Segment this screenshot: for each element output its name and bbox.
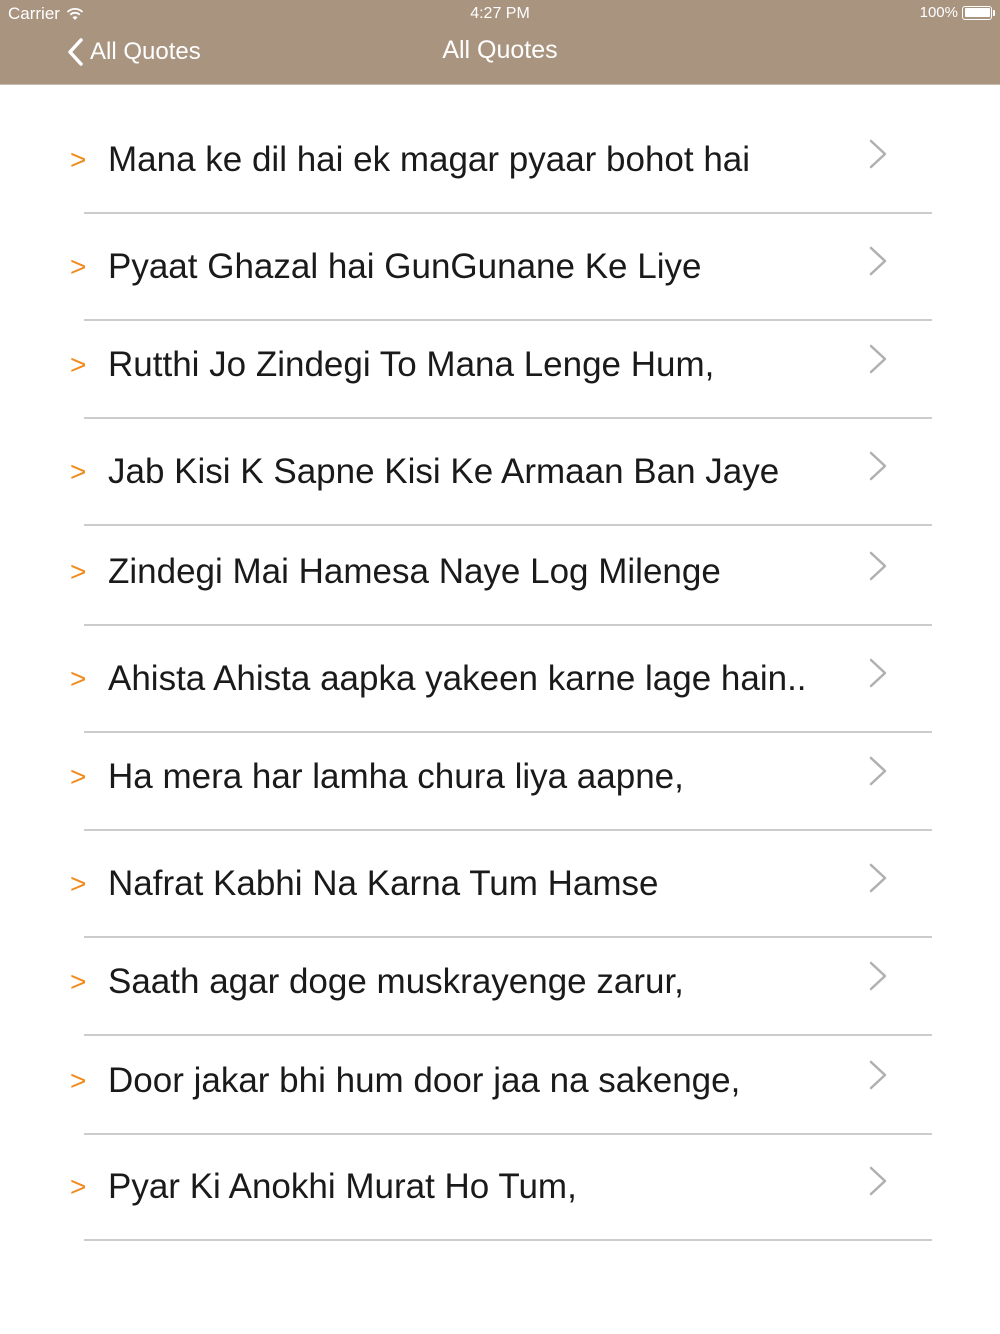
chevron-right-icon	[866, 754, 890, 788]
chevron-right-icon	[866, 1164, 890, 1198]
list-item[interactable]	[0, 1028, 1000, 1134]
chevron-right-icon	[866, 959, 890, 993]
list-item[interactable]	[0, 1134, 1000, 1240]
chevron-right-icon	[866, 656, 890, 690]
list-item-marker: >	[70, 251, 87, 282]
list-item-marker: >	[70, 966, 87, 997]
list-item-label: Pyar Ki Anokhi Murat Ho Tum,	[108, 1167, 577, 1206]
chevron-right-icon	[866, 549, 890, 583]
list-item-marker: >	[70, 1065, 87, 1096]
list-item-marker: >	[70, 456, 87, 487]
row-divider	[84, 1239, 932, 1241]
list-item-marker: >	[70, 144, 87, 175]
page-title: All Quotes	[442, 36, 558, 64]
status-time: 4:27 PM	[470, 5, 530, 22]
carrier-label: Carrier	[8, 4, 60, 23]
list-item-label: Saath agar doge muskrayenge zarur,	[108, 962, 684, 1001]
list-item-label: Jab Kisi K Sapne Kisi Ke Armaan Ban Jaye	[108, 452, 780, 491]
list-item[interactable]	[0, 107, 1000, 213]
list-item-label: Mana ke dil hai ek magar pyaar bohot hai	[108, 140, 751, 179]
chevron-right-icon	[866, 449, 890, 483]
list-item-marker: >	[70, 761, 87, 792]
list-item-marker: >	[70, 868, 87, 899]
list-item-label: Ahista Ahista aapka yakeen karne lage hain..	[108, 659, 807, 698]
list-item[interactable]	[0, 519, 1000, 625]
battery-percent: 100%	[919, 4, 958, 21]
chevron-right-icon	[866, 861, 890, 895]
list-item[interactable]	[0, 626, 1000, 732]
back-label: All Quotes	[90, 38, 201, 65]
list-item-label: Door jakar bhi hum door jaa na sakenge,	[108, 1061, 741, 1100]
battery-icon	[962, 6, 992, 20]
battery-level-fill	[965, 8, 990, 17]
status-battery	[920, 4, 992, 21]
list-item-label: Ha mera har lamha chura liya aapne,	[108, 757, 684, 796]
chevron-right-icon	[866, 244, 890, 278]
list-item[interactable]	[0, 312, 1000, 418]
list-item-label: Rutthi Jo Zindegi To Mana Lenge Hum,	[108, 345, 715, 384]
list-item-marker: >	[70, 1171, 87, 1202]
list-item-label: Zindegi Mai Hamesa Naye Log Milenge	[108, 552, 721, 591]
list-item-label: Pyaat Ghazal hai GunGunane Ke Liye	[108, 247, 702, 286]
chevron-right-icon	[866, 342, 890, 376]
list-item-marker: >	[70, 556, 87, 587]
navigation-bar	[0, 0, 1000, 85]
list-item-label: Nafrat Kabhi Na Karna Tum Hamse	[108, 864, 659, 903]
list-item[interactable]	[0, 929, 1000, 1035]
list-item-marker: >	[70, 349, 87, 380]
chevron-right-icon	[866, 137, 890, 171]
list-item-marker: >	[70, 663, 87, 694]
list-item[interactable]	[0, 419, 1000, 525]
list-item[interactable]	[0, 831, 1000, 937]
list-item[interactable]	[0, 214, 1000, 320]
chevron-right-icon	[866, 1058, 890, 1092]
list-item[interactable]	[0, 724, 1000, 830]
